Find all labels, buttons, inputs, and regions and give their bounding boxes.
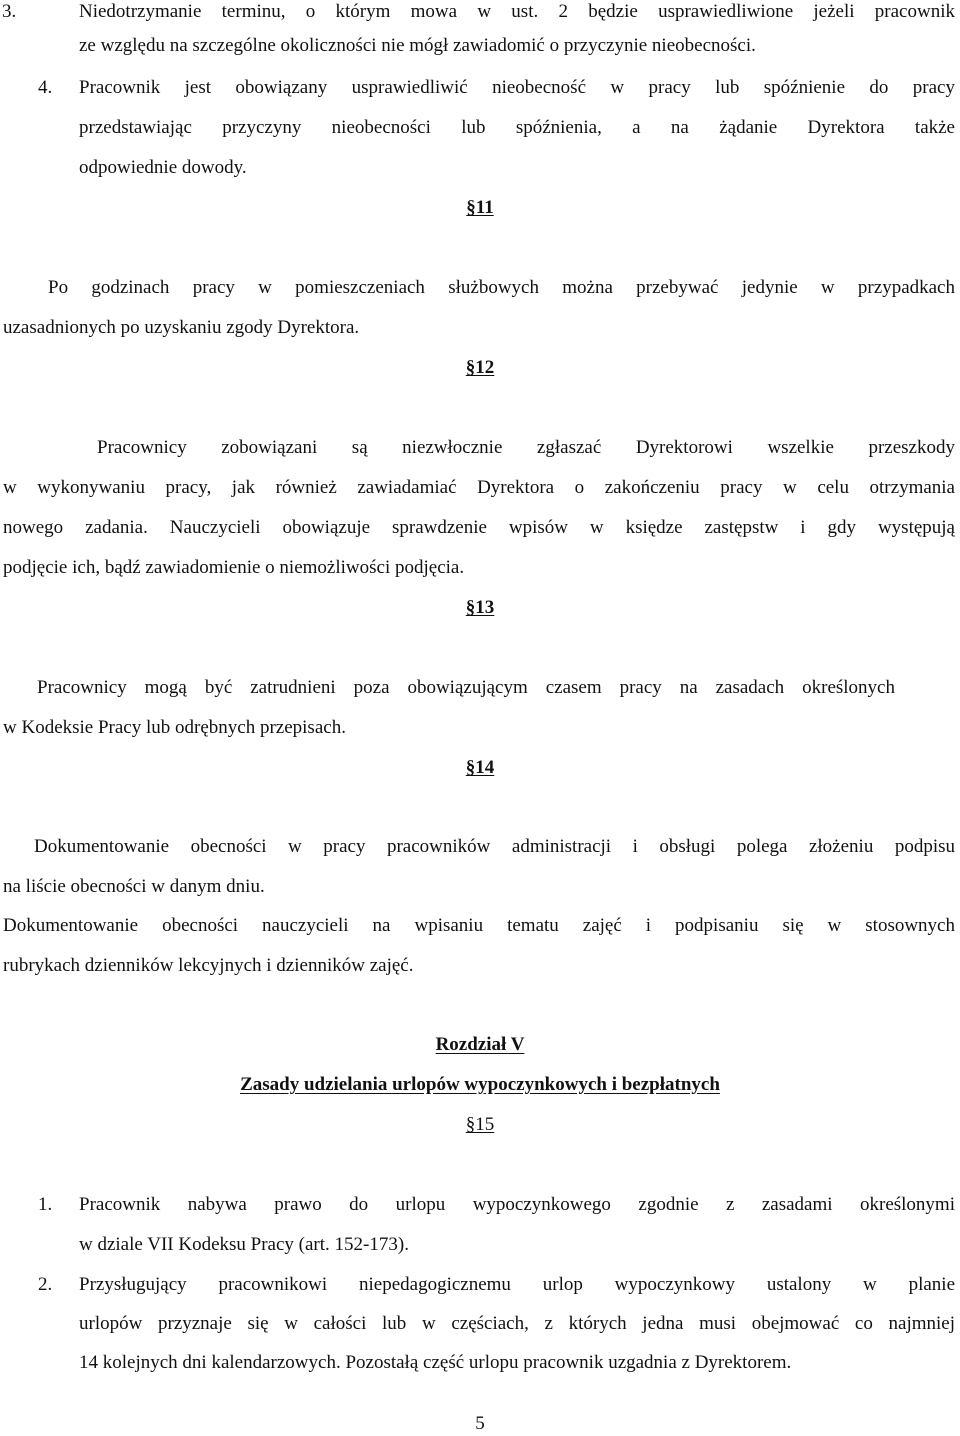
paragraph-line: podjęcie ich, bądź zawiadomienie o niemożliwości podjęcia. [3, 557, 465, 578]
chapter-title [0, 1073, 960, 1097]
list-item-line: przedstawiając przyczyny nieobecności lub spóźnienia, a na żądanie Dyrektora także [79, 117, 955, 138]
list-item-line: Przysługujący pracownikowi niepedagogicznemu urlop wypoczynkowy ustalony w planie [79, 1274, 955, 1295]
list-item-line: Pracownik jest obowiązany usprawiedliwić nieobecność w pracy lub spóźnienie do pracy [79, 77, 955, 98]
section-number: §11 [466, 197, 494, 218]
paragraph-line: w Kodeksie Pracy lub odrębnych przepisach. [3, 717, 346, 738]
list-item-line: odpowiednie dowody. [79, 157, 247, 178]
list-item-number: 3. [2, 1, 17, 22]
paragraph-line: nowego zadania. Nauczycieli obowiązuje sprawdzenie wpisów w księdze zastępstw i gdy występują [3, 517, 955, 538]
list-item-number: 2. [38, 1274, 53, 1295]
list-item-line: urlopów przyznaje się w całości lub w częściach, z których jedna musi obejmować co najmniej [79, 1313, 955, 1334]
list-item-line: ze względu na szczególne okoliczności nie mógł zawiadomić o przyczynie nieobecności. [79, 35, 756, 56]
paragraph-line: Po godzinach pracy w pomieszczeniach służbowych można przebywać jedynie w przypadkach [48, 277, 955, 298]
section-number: §14 [465, 757, 495, 778]
section-number: §12 [465, 357, 495, 378]
section-number: §13 [465, 597, 495, 618]
list-item-number: 1. [38, 1194, 53, 1215]
paragraph-line: Pracownicy zobowiązani są niezwłocznie zgłaszać Dyrektorowi wszelkie przeszkody [97, 437, 955, 458]
paragraph-line: uzasadnionych po uzyskaniu zgody Dyrektora. [3, 317, 360, 338]
section-heading [0, 596, 960, 620]
paragraph-line: Pracownicy mogą być zatrudnieni poza obowiązującym czasem pracy na zasadach określonych [37, 677, 895, 698]
paragraph-line: na liście obecności w danym dniu. [3, 876, 265, 897]
section-heading [0, 196, 960, 220]
section-heading [0, 756, 960, 780]
list-item-line: 14 kolejnych dni kalendarzowych. Pozostałą część urlopu pracownik uzgadnia z Dyrektorem. [79, 1352, 792, 1373]
paragraph-line: rubrykach dzienników lekcyjnych i dzienników zajęć. [3, 955, 414, 976]
chapter-number-text: Rozdział V [435, 1034, 525, 1055]
chapter-number [0, 1033, 960, 1057]
section-heading [0, 356, 960, 380]
paragraph-line: Dokumentowanie obecności w pracy pracowników administracji i obsługi polega złożeniu podpisu [34, 836, 955, 857]
list-item-line: w dziale VII Kodeksu Pracy (art. 152-173). [79, 1234, 409, 1255]
chapter-title-text: Zasady udzielania urlopów wypoczynkowych i bezpłatnych [240, 1074, 720, 1095]
section-heading [0, 1113, 960, 1137]
paragraph-line: w wykonywaniu pracy, jak również zawiadamiać Dyrektora o zakończeniu pracy w celu otrzymania [3, 477, 955, 498]
list-item-line: Pracownik nabywa prawo do urlopu wypoczynkowego zgodnie z zasadami określonymi [79, 1194, 955, 1215]
list-item-line: Niedotrzymanie terminu, o którym mowa w ust. 2 będzie usprawiedliwione jeżeli pracownik [79, 1, 955, 22]
section-number: §15 [465, 1114, 495, 1135]
list-item-number: 4. [38, 77, 53, 98]
paragraph-line: Dokumentowanie obecności nauczycieli na wpisaniu tematu zajęć i podpisaniu się w stosownych [3, 915, 955, 936]
page-number: 5 [475, 1413, 485, 1434]
